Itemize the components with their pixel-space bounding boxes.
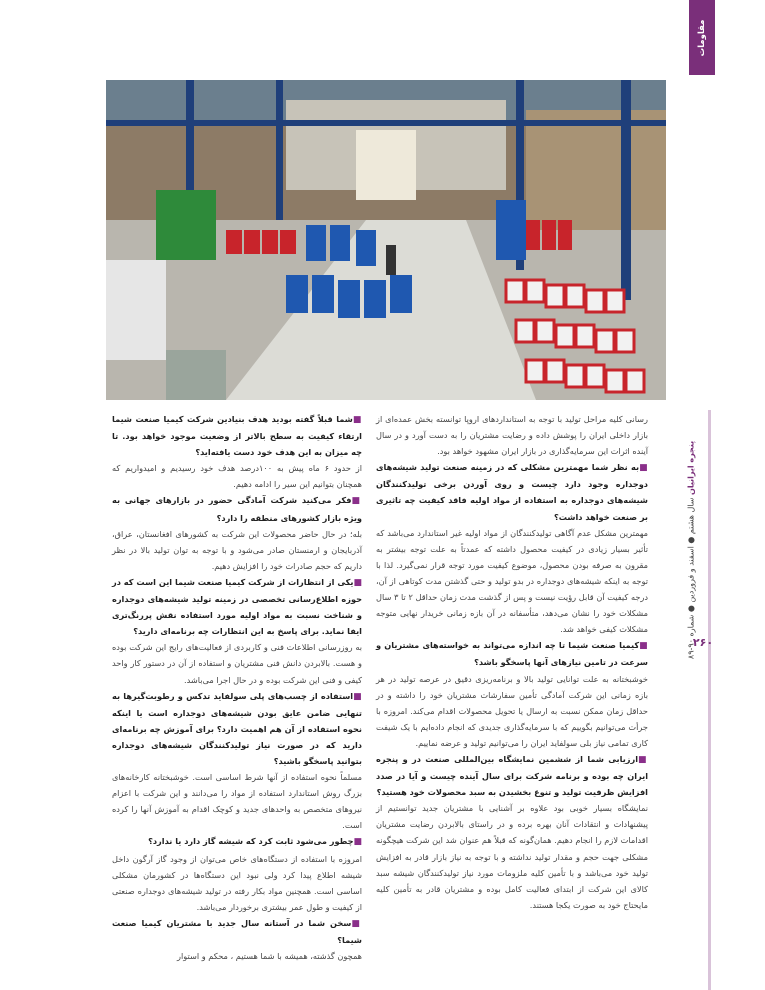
bullet-square-icon: ■ bbox=[352, 415, 362, 425]
paragraph-text: فکر می‌کنید شرکت آمادگی حضور در بازارهای جهانی به ویژه بازار کشورهای منطقه را دارد؟ bbox=[112, 495, 362, 523]
factory-warehouse-illustration bbox=[106, 80, 666, 400]
answer-paragraph bbox=[376, 671, 648, 751]
question-paragraph bbox=[112, 492, 362, 525]
paragraph-text: ارزیابی شما از ششمین نمایشگاه بین‌المللی صنعت در و پنجره ایران چه بوده و برنامه شرکت برای سال آینده چیست و آیا در صدد افزایش ظرفیت تولید و تنوع بخشیدن به سبد محصولات خود هستید؟ bbox=[376, 753, 648, 798]
bullet-square-icon: ■ bbox=[351, 918, 362, 929]
question-paragraph bbox=[112, 411, 362, 460]
question-paragraph bbox=[376, 751, 648, 800]
factory-photo bbox=[106, 80, 666, 400]
article-column-right bbox=[376, 411, 648, 913]
paragraph-text: سخن شما در آستانه سال جدید با مشتریان کیمیا صنعت شیما؟ bbox=[112, 917, 362, 945]
answer-paragraph bbox=[112, 851, 362, 915]
bullet-square-icon: ■ bbox=[639, 463, 648, 474]
paragraph-text: چطور می‌شود ثابت کرد که شیشه گاز دارد یا ندارد؟ bbox=[148, 836, 354, 847]
section-tab bbox=[689, 0, 715, 75]
section-tab-label: مقاومات bbox=[697, 19, 707, 56]
question-paragraph bbox=[112, 833, 362, 850]
sidebar-caption bbox=[672, 430, 710, 670]
answer-paragraph bbox=[112, 639, 362, 687]
paragraph-text: مسلماً نحوه استفاده از آنها شرط اساسی است. خوشبختانه کارخانه‌های بزرگ روش استاندارد استفاده از مواد را می‌دانند و این شرکت با اعزام نیروهای متخصص به واحدهای جدید و کوچک اقدام به آموزش آنها را کرده است. bbox=[112, 772, 362, 831]
magazine-name: پنجره ایرانیان bbox=[686, 440, 696, 495]
answer-paragraph bbox=[112, 460, 362, 492]
paragraph-text: امروزه با استفاده از دستگاه‌های خاص می‌توان از وجود گاز آرگون داخل شیشه اطلاع پیدا کرد ولی نبود این دستگاه‌ها در کشورمان مشکلی اساسی است. همچنین مواد بکار رفته در تولید شیشه‌های دوجداره صنعتی از کیفیت و طول عمر بیشتری برخوردار می‌باشد. bbox=[112, 853, 362, 912]
bullet-square-icon: ■ bbox=[353, 837, 362, 848]
paragraph-text: یکی از انتظارات از شرکت کیمیا صنعت شیما این است که در حوزه اطلاع‌رسانی تخصصی در زمینه تولید شیشه‌های دوجداره و شناخت نسبت به مواد اولیه مورد استفاده نقش پررنگ‌تری ایفا نماید. برای پاسخ به این انتظارات چه برنامه‌ای دارید؟ bbox=[112, 576, 362, 637]
answer-paragraph bbox=[112, 526, 362, 574]
paragraph-text: به روزرسانی اطلاعات فنی و کاربردی از فعالیت‌های رایج این شرکت بوده و هست. بالابردن دانش فنی مشتریان و استفاده از آن در دستور کار واحد کیفی و فنی این شرکت بوده و در حال اجرا می‌باشد. bbox=[112, 642, 362, 685]
question-paragraph bbox=[112, 688, 362, 769]
paragraph-text: رسانی کلیه مراحل تولید با توجه به استانداردهای اروپا توانسته بخش عمده‌ای از بازار داخلی ایران را پوشش داده و رضایت مشتریان را به دست آورد و در سال آینده اثرات این سرمایه‌گذاری در بازار ایران مشهود خواهد بود. bbox=[376, 414, 648, 457]
paragraph-text: کیمیا صنعت شیما تا چه اندازه می‌تواند به خواسته‌های مشتریان و سرعت در تامین نیازهای آنها پاسخگو باشد؟ bbox=[376, 640, 648, 668]
paragraph-text: نمایشگاه بسیار خوبی بود علاوه بر آشنایی با مشتریان جدید توانستیم از پیشنهادات و انتقادات آنان بهره برده و در راستای بالابردن رضایت مشتریان اقدامات لازم را انجام دهیم. همان‌گونه که قبلاً هم عنوان شد این شرکت هیچگونه مشکلی جهت حجم و مقدار تولید نداشته و با توجه به نیاز بازار قادر به افزایش تولید خود می‌باشد و با تأمین کلیه ملزومات مورد نیاز تولیدکنندگان شیشه سبد کالای این شرکت از ابتدای فعالیت کامل بوده و مشتریان قادر به تأمین کلیه مایحتاج خود به صورت یکجا هستند. bbox=[376, 803, 648, 910]
paragraph-text: شما قبلاً گفته بودید هدف بنیادین شرکت کیمیا صنعت شیما ارتقاء کیفیت به سطح بالاتر از وضعیت موجود خواهد بود. تا چه میزان به این هدف خود دست یافته‌اید؟ bbox=[112, 414, 362, 458]
issue-details: سال هشتم ● اسفند و فروردین ● شماره ۹۰-۸۹ bbox=[686, 497, 696, 660]
paragraph-text: به نظر شما مهمترین مشکلی که در زمینه صنعت تولید شیشه‌های دوجداره وجود دارد چیست و روی آوردن برخی تولیدکنندگان شیشه‌های دوجداره به استفاده از مواد اولیه فاقد کیفیت چه تاثیری بر صنعت خواهد داشت؟ bbox=[376, 462, 648, 522]
paragraph-text: همچون گذشته، همیشه با شما هستیم ، محکم و استوار bbox=[177, 951, 362, 962]
bullet-square-icon: ■ bbox=[639, 641, 648, 652]
answer-paragraph bbox=[376, 411, 648, 459]
bullet-square-icon: ■ bbox=[351, 496, 362, 507]
bullet-square-icon: ■ bbox=[353, 691, 362, 702]
paragraph-text: بله؛ در حال حاضر محصولات این شرکت به کشورهای افغانستان، عراق، آذربایجان و ارمنستان صادر می‌شود و با توجه به توان تولید بالا در نظر داریم که حجم صادرات خود را افزایش دهیم. bbox=[112, 528, 362, 571]
question-paragraph bbox=[376, 459, 648, 524]
paragraph-text: خوشبختانه به علت توانایی تولید بالا و برنامه‌ریزی دقیق در عرصه تولید در هر بازه زمانی این شرکت آمادگی تأمین سفارشات مشتریان خود را داشته و در حداقل زمان ممکن نسبت به ارسال یا تحویل محصولات اقدام می‌کند. امروزه با جرأت می‌توانیم بگوییم که با سرمایه‌گذاری جدیدی که انجام داده‌ایم با یک شیفت کاری تمامی نیاز بلی سولفاید ایران را می‌توانیم تولید و عرضه نماییم. bbox=[376, 673, 648, 748]
answer-paragraph bbox=[376, 525, 648, 638]
paragraph-text: استفاده از چسب‌های پلی سولفاید تدکس و رطوبت‌گیرها به تنهایی ضامن عایق بودن شیشه‌های دوجداره است یا اینکه نحوه استفاده از آن هم اهمیت دارد؟ برای آموزش چه برنامه‌ای دارید که در صورت نیاز تولیدکنندگان شیشه‌های دوجداره بتوانید پاسخگو باشید؟ bbox=[112, 690, 362, 766]
answer-paragraph bbox=[112, 769, 362, 833]
answer-paragraph bbox=[112, 948, 362, 964]
paragraph-text: از حدود ۶ ماه پیش به ۱۰۰درصد هدف خود رسیدیم و امیدواریم که همچنان بتوانیم این سیر را ادامه دهیم. bbox=[112, 463, 362, 490]
answer-paragraph bbox=[376, 800, 648, 913]
bullet-square-icon: ■ bbox=[638, 754, 648, 765]
paragraph-text: مهمترین مشکل عدم آگاهی تولیدکنندگان از مواد اولیه غیر استاندارد می‌باشد که تأثیر بسیار زیادی در کیفیت محصول داشته که عمدتاً به علت توجه بیشتر به مقرون به صرفه بودن محصول، موضوع کیفیت مورد توجه قرار نمی‌گیرد. لذا با توجه به اینکه شیشه‌های دوجداره در بدو تولید و حتی گذشتن مدت کوتاهی از آن، درجه کیفیت آن قابل رؤیت نیست و پس از گذشت مدت زمان حداقل ۲ تا ۳ سال مشکلات خود را نشان می‌دهد، متأسفانه در آن بازه زمانی خریدار نهایی متوجه مشکلات کیفی خواهد شد. bbox=[376, 527, 648, 635]
question-paragraph bbox=[112, 574, 362, 639]
page-number: ۲۶۰ bbox=[692, 636, 714, 649]
question-paragraph bbox=[112, 915, 362, 948]
question-paragraph bbox=[376, 637, 648, 670]
article-column-left bbox=[112, 411, 362, 964]
bullet-square-icon: ■ bbox=[353, 577, 362, 588]
